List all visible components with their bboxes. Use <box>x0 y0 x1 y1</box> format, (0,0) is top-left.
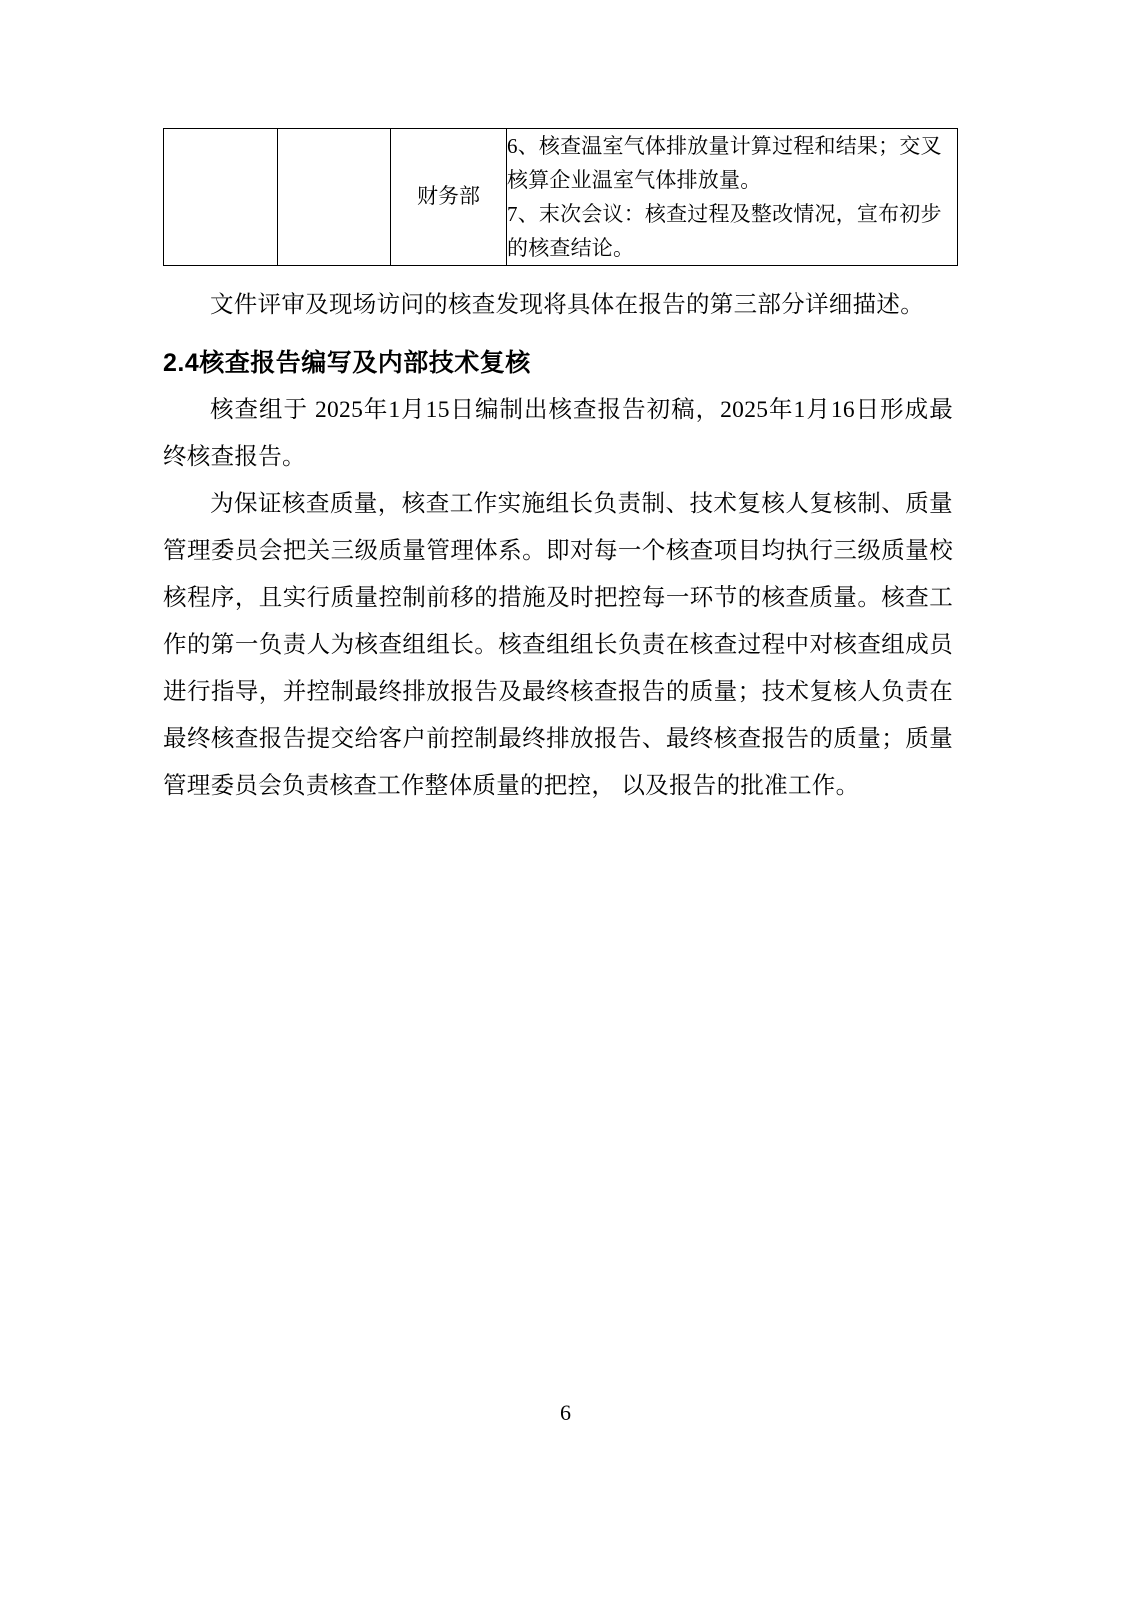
table-cell-empty-2 <box>278 129 391 266</box>
paragraph-findings: 文件评审及现场访问的核查发现将具体在报告的第三部分详细描述。 <box>210 292 924 319</box>
paragraph-quality-system: 为保证核查质量，核查工作实施组长负责制、技术复核人复核制、质量管理委员会把关三级质量管理体系。即对每一个核查项目均执行三级质量校核程序，且实行质量控制前移的措施及时把控每一环节的核查质量。核查工作的第一负责人为核查组组长。核查组组长负责在核查过程中对核查组成员进行指导，并控制最终排放报告及最终核查报告的质量；技术复核人负责在最终核查报告提交给客户前控制最终排放报告、最终核查报告的质量；质量管理委员会负责核查工作整体质量的把控， 以及报告的批准工作。 <box>163 491 953 800</box>
paragraph-report-dates: 核查组于 2025年1月15日编制出核查报告初稿，2025年1月16日形成最终核查报告。 <box>163 397 953 471</box>
table-cell-department: 财务部 <box>391 129 507 266</box>
table-cell-activities <box>507 129 958 266</box>
table-row <box>164 129 958 266</box>
page-number: 6 <box>560 1400 571 1425</box>
table-cell-empty-1 <box>164 129 278 266</box>
activity-item-7: 7、末次会议：核查过程及整改情况，宣布初步的核查结论。 <box>507 202 942 261</box>
page-content <box>163 128 953 810</box>
section-heading-2-4: 2.4核查报告编写及内部技术复核 <box>163 349 531 378</box>
spacer <box>163 266 953 282</box>
activity-item-6: 6、核查温室气体排放量计算过程和结果；交叉核算企业温室气体排放量。 <box>507 134 942 193</box>
verification-activities-table <box>163 128 958 266</box>
